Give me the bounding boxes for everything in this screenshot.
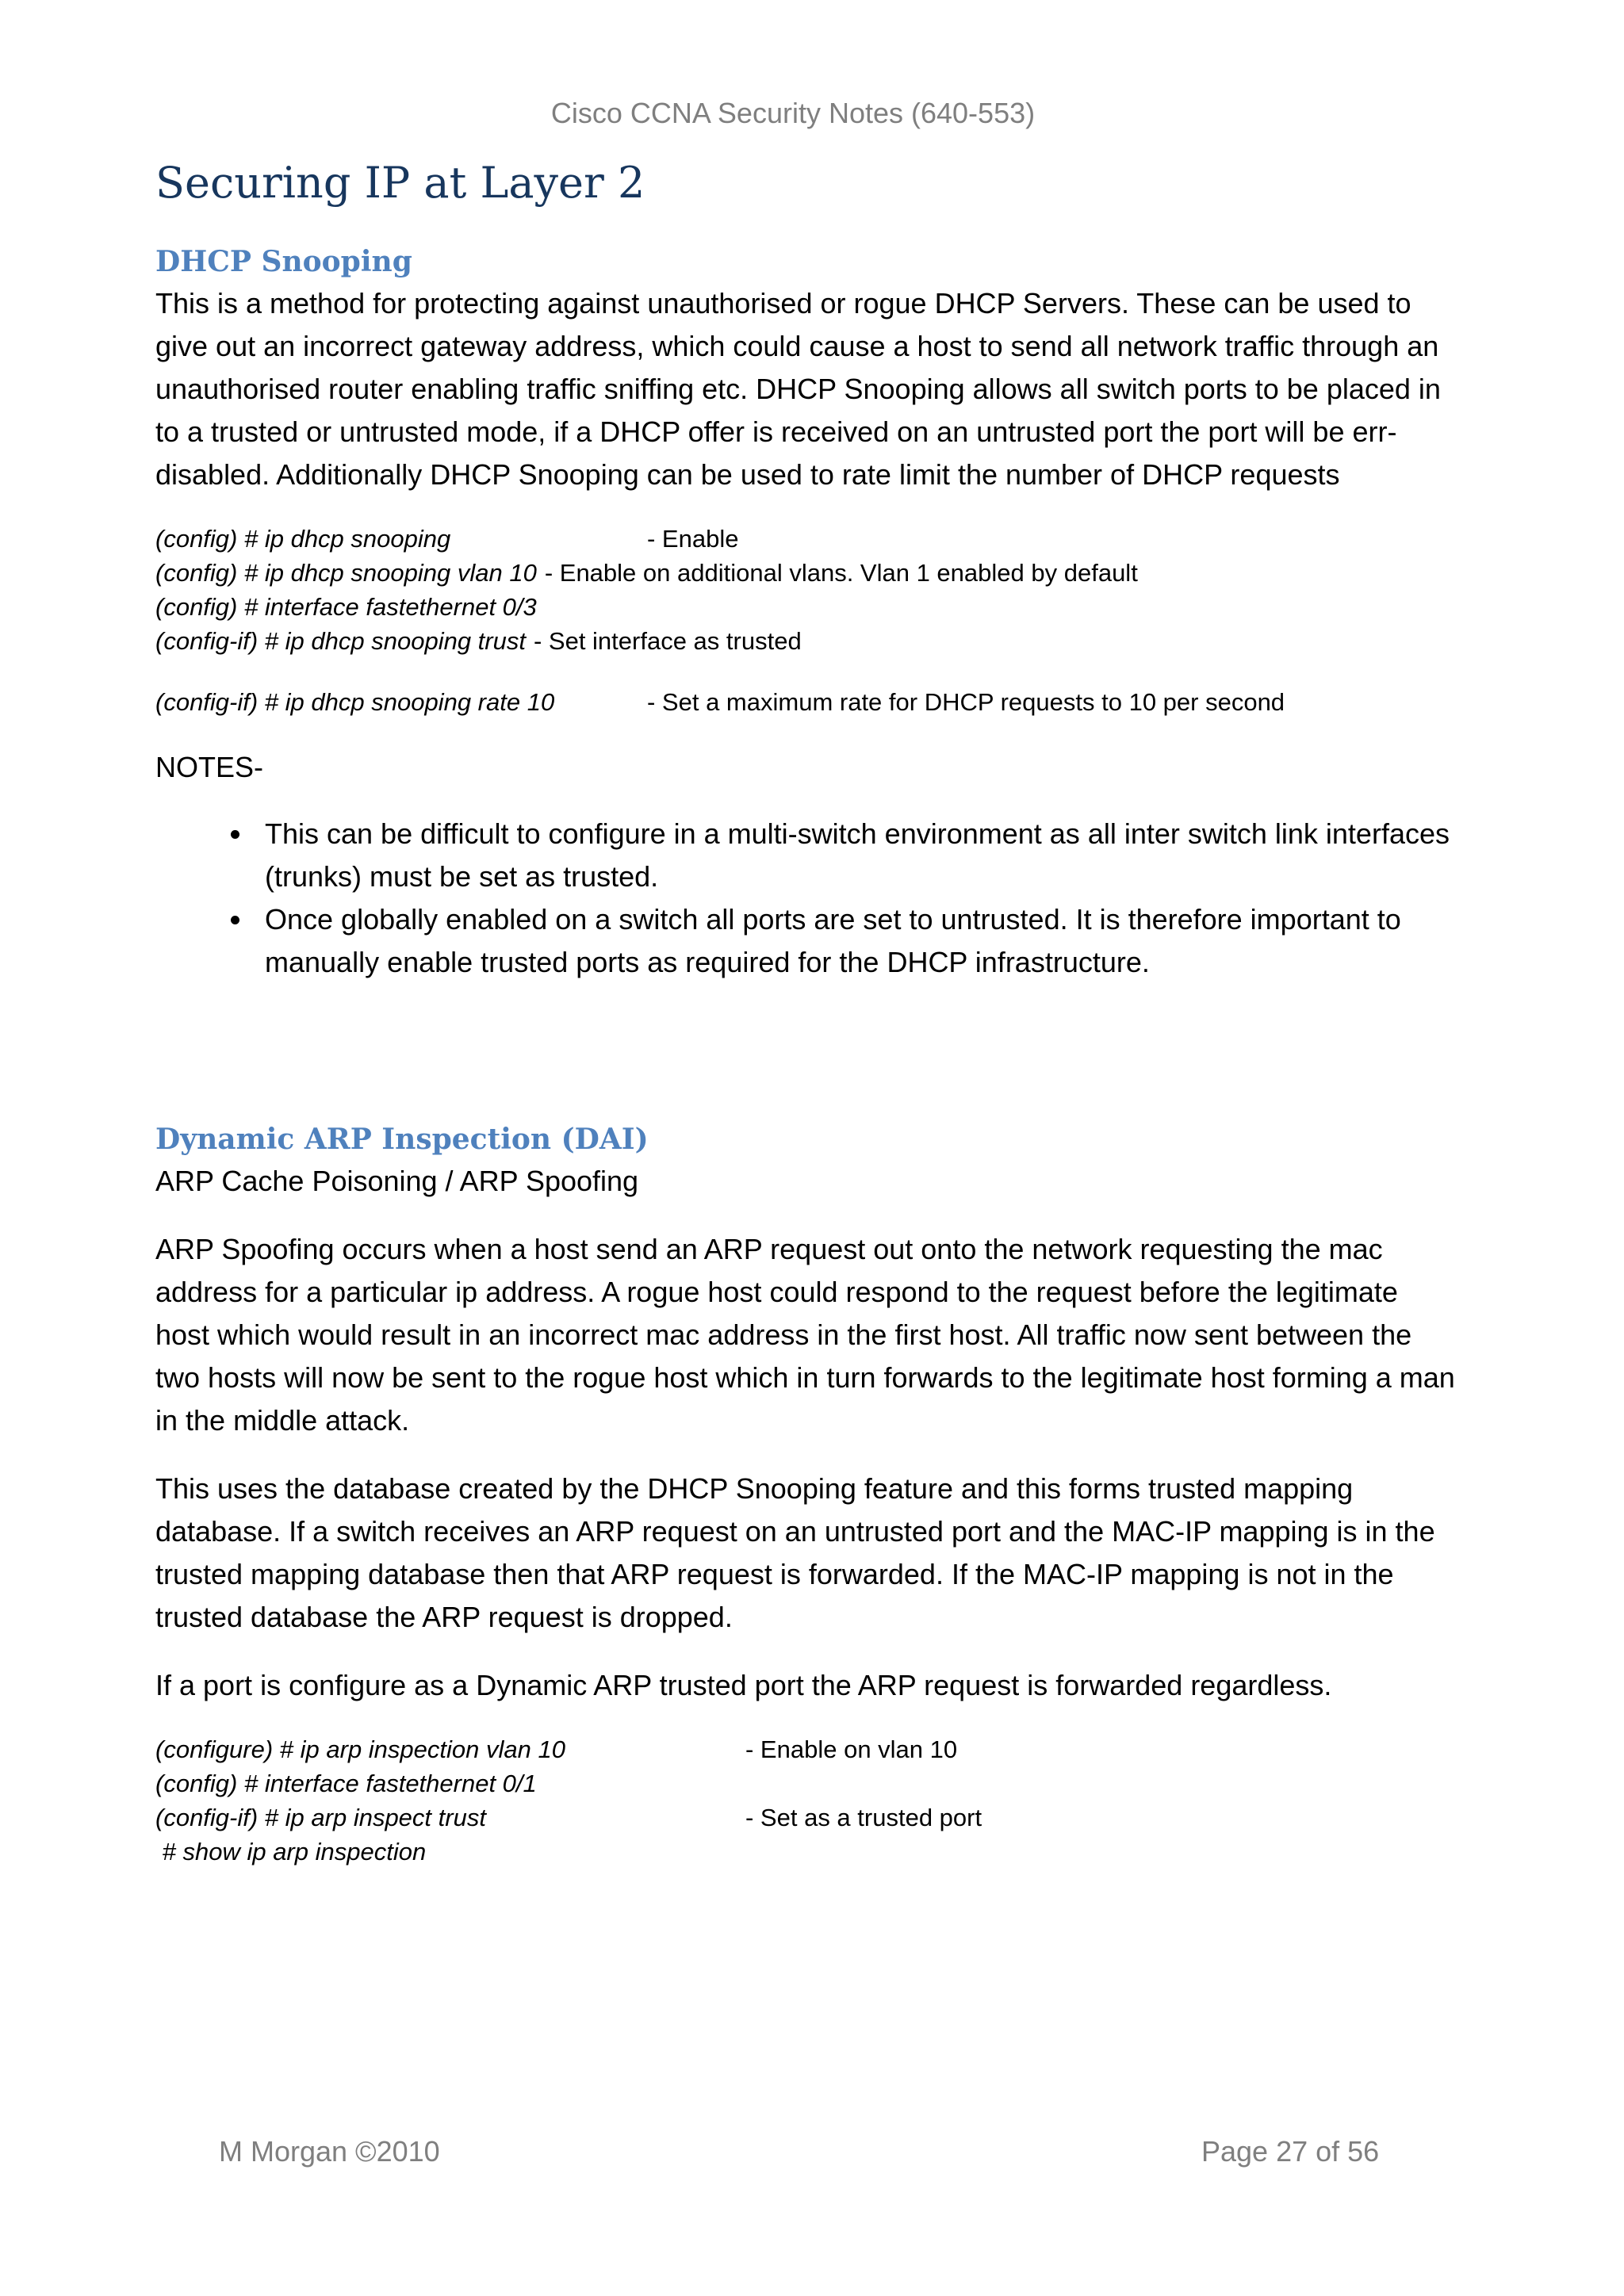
section-spacer xyxy=(155,984,1456,1119)
dai-subheading: ARP Cache Poisoning / ARP Spoofing xyxy=(155,1165,639,1197)
section-heading-dai: Dynamic ARP Inspection (DAI) xyxy=(155,1123,649,1156)
page-title: Securing IP at Layer 2 xyxy=(155,158,645,208)
command-text: (configure) # ip arp inspection vlan 10 xyxy=(155,1735,565,1763)
command-row xyxy=(155,522,1456,556)
command-row xyxy=(155,1800,1456,1835)
command-row xyxy=(155,1766,1456,1800)
command-row xyxy=(155,556,1456,590)
notes-list xyxy=(155,813,1456,984)
command-text: (config) # ip dhcp snooping xyxy=(155,525,451,553)
section-heading-dhcp-snooping: DHCP Snooping xyxy=(155,245,412,278)
command-description: - Enable xyxy=(647,525,739,553)
command-text: (config) # interface fastethernet 0/3 xyxy=(155,593,537,621)
command-description: - Enable on additional vlans. Vlan 1 enabled by default xyxy=(544,559,1138,587)
dai-paragraph-spoofing: ARP Spoofing occurs when a host send an ARP request out onto the network requesting the mac address for a particular ip address. A rogue host could respond to the request before the legitimate host which would result in an incorrect mac address in the first host. All traffic now sent between the two hosts will now be sent to the rogue host which in turn forwards to the legitimate host forming a man in the middle attack. xyxy=(155,1233,1455,1437)
command-text: (config-if) # ip arp inspect trust xyxy=(155,1804,486,1831)
footer-page-number: Page 27 of 56 xyxy=(1201,2135,1380,2168)
command-description: - Enable on vlan 10 xyxy=(745,1735,958,1763)
command-description: - Set a maximum rate for DHCP requests to 10 per second xyxy=(647,688,1285,716)
dhcp-intro-paragraph: This is a method for protecting against unauthorised or rogue DHCP Servers. These can be used to give out an incorrect gateway address, which could cause a host to send all network traffic through an unauthorised router enabling traffic sniffing etc. DHCP Snooping allows all switch ports to be placed in to a trusted or untrusted mode, if a DHCP offer is received on an untrusted port the port will be err-disabled. Additionally DHCP Snooping can be used to rate limit the number of DHCP requests xyxy=(155,287,1441,491)
page-content xyxy=(155,155,1456,1896)
command-row xyxy=(155,1835,1456,1869)
command-text: # show ip arp inspection xyxy=(155,1838,427,1866)
command-text: (config-if) # ip dhcp snooping rate 10 xyxy=(155,688,555,716)
command-row xyxy=(155,590,1456,624)
notes-label: NOTES- xyxy=(155,751,264,783)
list-item: • This can be difficult to configure in a multi-switch environment as all inter switch link interfaces (trunks) must be set as trusted. xyxy=(254,813,1456,898)
command-row xyxy=(155,624,1456,658)
command-description: - Set as a trusted port xyxy=(745,1804,982,1831)
list-item: • Once globally enabled on a switch all ports are set to untrusted. It is therefore important to manually enable trusted ports as required for the DHCP infrastructure. xyxy=(254,898,1456,984)
command-text: (config) # interface fastethernet 0/1 xyxy=(155,1770,537,1797)
command-text: (config) # ip dhcp snooping vlan 10 xyxy=(155,559,537,587)
dhcp-rate-command-block xyxy=(155,685,1456,719)
running-header: Cisco CCNA Security Notes (640-553) xyxy=(550,97,1036,129)
dhcp-command-block xyxy=(155,522,1456,658)
command-text: (config-if) # ip dhcp snooping trust xyxy=(155,627,526,655)
dai-paragraph-database: This uses the database created by the DHCP Snooping feature and this forms trusted mapping database. If a switch receives an ARP request on an untrusted port and the MAC-IP mapping is in the trusted mapping database then that ARP request is forwarded. If the MAC-IP mapping is not in the trusted database the ARP request is dropped. xyxy=(155,1472,1435,1633)
footer-author: M Morgan ©2010 xyxy=(219,2135,440,2168)
dai-command-block xyxy=(155,1732,1456,1869)
dai-paragraph-trusted: If a port is configure as a Dynamic ARP trusted port the ARP request is forwarded regardless. xyxy=(155,1669,1332,1701)
command-row xyxy=(155,685,1456,719)
command-row xyxy=(155,1732,1456,1766)
command-description: - Set interface as trusted xyxy=(533,627,802,655)
